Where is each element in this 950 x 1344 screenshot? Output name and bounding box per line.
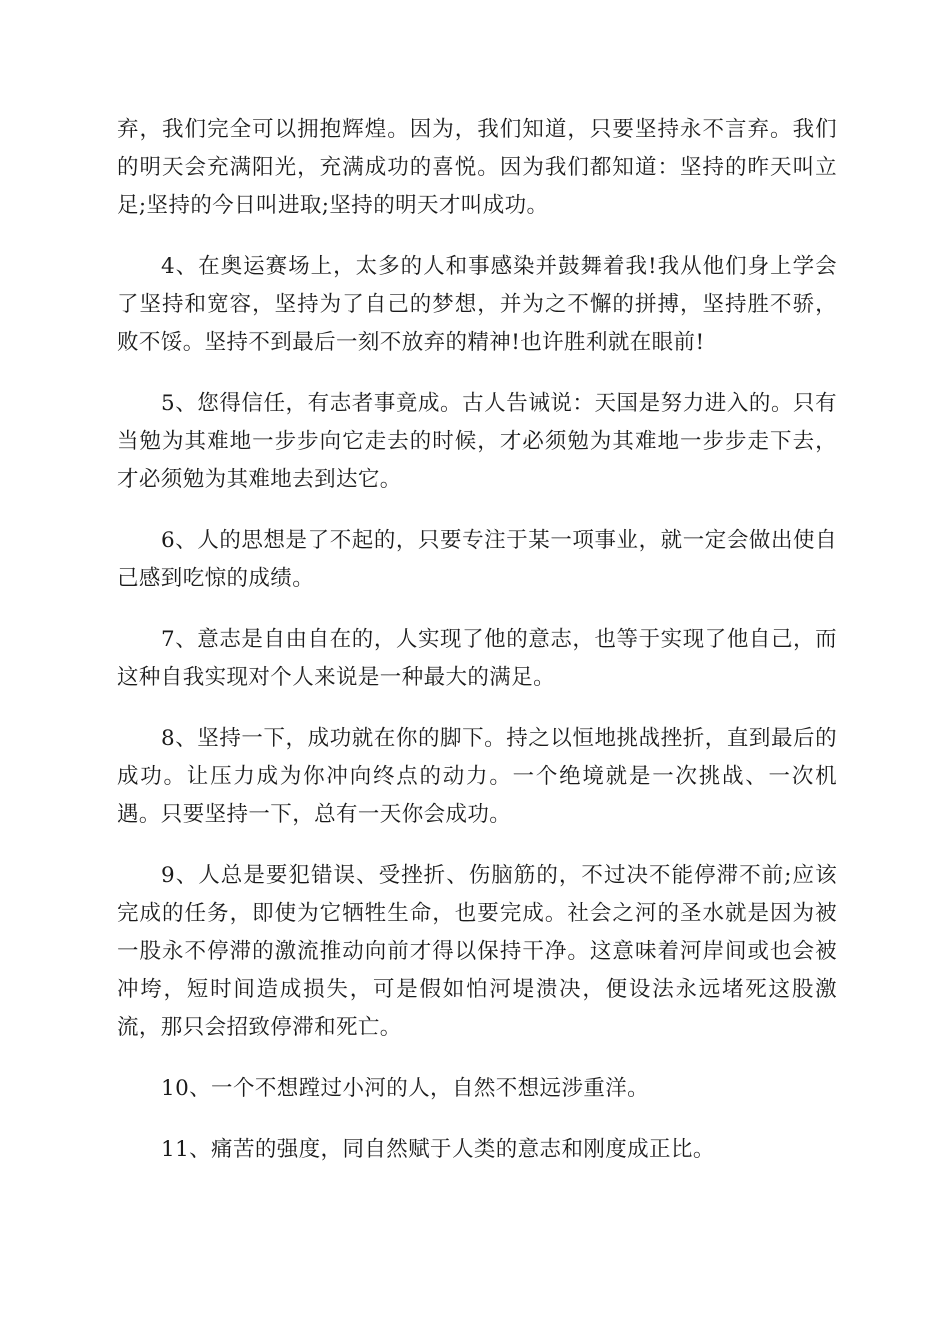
- paragraph-item-7: 7、意志是自由自在的，人实现了他的意志，也等于实现了他自己，而这种自我实现对个人来说是一种最大的满足。: [117, 627, 837, 690]
- paragraph-item-8: 8、坚持一下，成功就在你的脚下。持之以恒地挑战挫折，直到最后的成功。让压力成为你冲向终点的动力。一个绝境就是一次挑战、一次机遇。只要坚持一下，总有一天你会成功。: [117, 726, 837, 827]
- paragraph-item-11: 11、痛苦的强度，同自然赋于人类的意志和刚度成正比。: [161, 1137, 715, 1162]
- paragraph-item-6: 6、人的思想是了不起的，只要专注于某一项事业，就一定会做出使自己感到吃惊的成绩。: [117, 528, 837, 591]
- document-body: [117, 111, 837, 1192]
- paragraph-continuation: 弃，我们完全可以拥抱辉煌。因为，我们知道，只要坚持永不言弃。我们的明天会充满阳光，充满成功的喜悦。因为我们都知道：坚持的昨天叫立足;坚持的今日叫进取;坚持的明天才叫成功。: [117, 117, 837, 218]
- paragraph-item-5: 5、您得信任，有志者事竟成。古人告诫说：天国是努力进入的。只有当勉为其难地一步步向它走去的时候，才必须勉为其难地一步步走下去，才必须勉为其难地去到达它。: [117, 391, 837, 492]
- paragraph-item-10: 10、一个不想蹚过小河的人，自然不想远涉重洋。: [161, 1076, 650, 1101]
- paragraph-item-4: 4、在奥运赛场上，太多的人和事感染并鼓舞着我!我从他们身上学会了坚持和宽容，坚持为了自己的梦想，并为之不懈的拼搏，坚持胜不骄，败不馁。坚持不到最后一刻不放弃的精神!也许胜利就在眼前!: [117, 254, 837, 355]
- paragraph-item-9: 9、人总是要犯错误、受挫折、伤脑筋的，不过决不能停滞不前;应该完成的任务，即使为它牺牲生命，也要完成。社会之河的圣水就是因为被一股永不停滞的激流推动向前才得以保持干净。这意味着河岸间或也会被冲垮，短时间造成损失，可是假如怕河堤溃决，便设法永远堵死这股激流，那只会招致停滞和死亡。: [117, 863, 837, 1040]
